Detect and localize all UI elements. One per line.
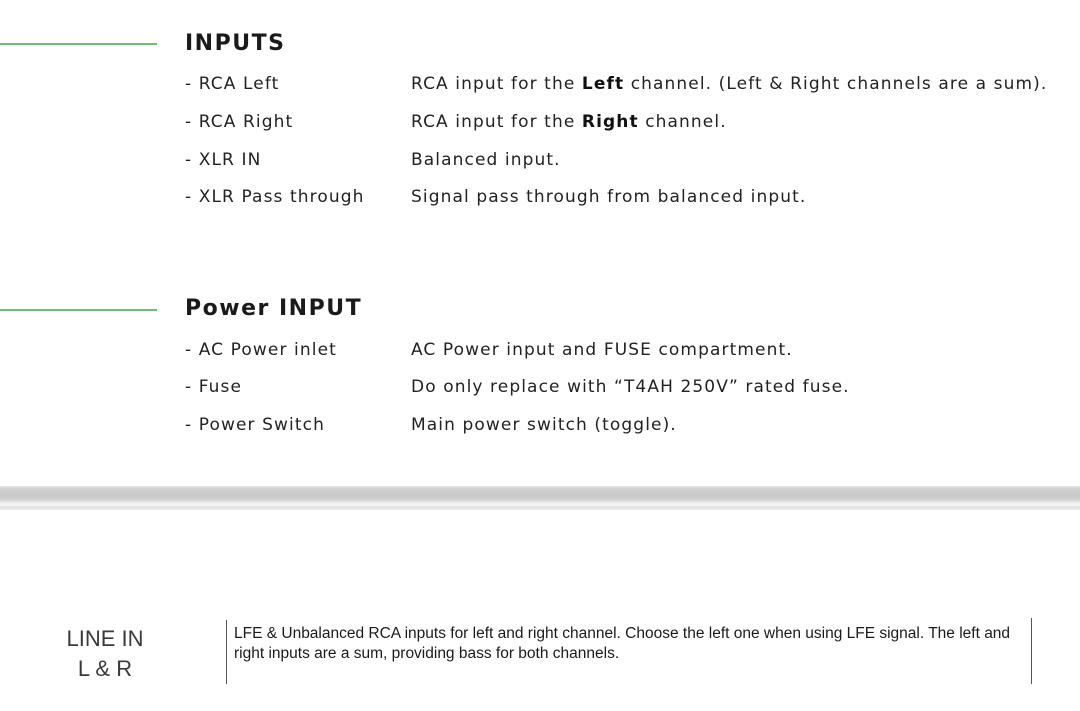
section-title-power-input: Power INPUT [185, 296, 363, 321]
spec-term: - Power Switch [185, 415, 325, 435]
spec-term: - XLR IN [185, 150, 262, 170]
spec-row-xlr-pass-through [0, 187, 1080, 211]
spec-term: - RCA Left [185, 74, 280, 94]
section-accent-rule-power [0, 309, 157, 311]
spec-row-rca-right [0, 112, 1080, 136]
spec-row-rca-left [0, 74, 1080, 98]
spec-row-power-switch [0, 415, 1080, 439]
line-in-label-line1: LINE IN [66, 626, 144, 651]
spec-description: AC Power input and FUSE compartment. [411, 340, 793, 360]
spec-description: Do only replace with “T4AH 250V” rated fuse. [411, 377, 850, 397]
spec-term: - RCA Right [185, 112, 294, 132]
line-in-label [52, 624, 158, 684]
section-accent-rule-inputs [0, 43, 157, 45]
spec-description: Main power switch (toggle). [411, 415, 677, 435]
spec-description: RCA input for the Right channel. [411, 112, 727, 132]
spec-row-xlr-in [0, 150, 1080, 174]
spec-description: RCA input for the Left channel. (Left & Right channels are a sum). [411, 74, 1048, 94]
spec-description: Balanced input. [411, 150, 561, 170]
spec-term: - Fuse [185, 377, 243, 397]
line-in-left-border [226, 620, 227, 684]
line-in-right-border [1031, 618, 1032, 684]
section-title-inputs: INPUTS [185, 31, 286, 56]
spec-description: Signal pass through from balanced input. [411, 187, 807, 207]
page-divider [0, 486, 1080, 510]
spec-term: - XLR Pass through [185, 187, 365, 207]
spec-row-ac-power-inlet [0, 340, 1080, 364]
line-in-label-line2: L & R [77, 656, 133, 681]
spec-row-fuse [0, 377, 1080, 401]
spec-term: - AC Power inlet [185, 340, 337, 360]
line-in-description: LFE & Unbalanced RCA inputs for left and right channel. Choose the left one when using LFE signal. The left and right inputs are a sum, providing bass for both channels. [234, 625, 1011, 662]
